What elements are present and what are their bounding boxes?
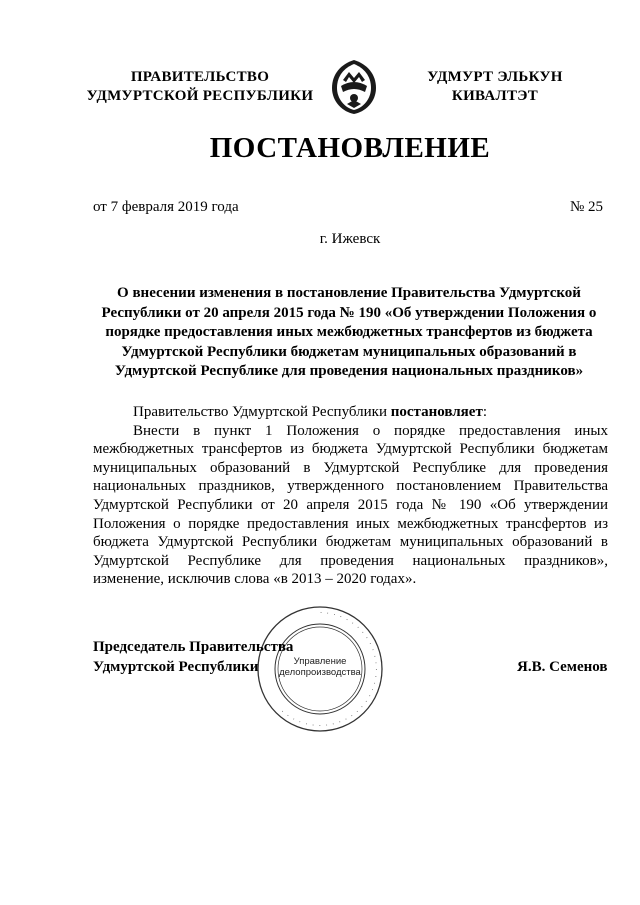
header-left bbox=[80, 68, 320, 106]
subject-line: Республики от 20 апреля 2015 года № 190 «Об утверждении Положения о bbox=[101, 304, 597, 321]
header-left-line2: УДМУРТСКОЙ РЕСПУБЛИКИ bbox=[86, 88, 314, 104]
subject-line: Удмуртской Республике для проведения национальных праздников» bbox=[114, 363, 584, 379]
city: г. Ижевск bbox=[319, 231, 381, 247]
udmurt-emblem-icon bbox=[329, 58, 379, 116]
document-date: от 7 февраля 2019 года bbox=[93, 199, 239, 215]
header-right-line2: КИВАЛТЭТ bbox=[451, 88, 539, 104]
subject-line: порядке предоставления иных межбюджетных трансфертов из бюджета bbox=[105, 324, 593, 340]
signatory-name: Я.В. Семенов bbox=[517, 659, 608, 675]
document-body bbox=[93, 403, 608, 589]
body-paragraph: Внести в пункт 1 Положения о порядке предоставления иных межбюджетных трансфертов из бюджета Удмуртской Республики бюджетам муниципальных образований в Удмуртской Республике для проведения национальных праздников, утвержденного постановлением Правительства Удмуртской Республики от 20 апреля 2015 года № 190 «Об утверждении Положения о порядке предоставления иных межбюджетных трансфертов из бюджета Удмуртской Республики бюджетам муниципальных образований в Удмуртской Республике для проведения национальных праздников», изменение, исключив слова «в 2013 – 2020 годах». bbox=[93, 422, 608, 588]
header-right bbox=[390, 68, 600, 106]
stamp-center-line2: делопроизводства bbox=[279, 667, 361, 678]
subject-line: О внесении изменения в постановление Правительства Удмуртской bbox=[117, 285, 581, 301]
signatory-position bbox=[93, 637, 293, 677]
subject-line: Удмуртской Республики бюджетам муниципальных образований в bbox=[121, 343, 577, 360]
signatory-position-line2: Удмуртской Республики bbox=[93, 659, 259, 675]
svg-text:· · · · · · · · · · · · · · ·: · · · · · · · · · · · · · · · · · · · · · · · · · · · · · · · · · bbox=[278, 608, 380, 730]
body-intro bbox=[93, 403, 608, 422]
header-right-line1: УДМУРТ ЭЛЬКУН bbox=[427, 69, 563, 85]
document-type-title: ПОСТАНОВЛЕНИЕ bbox=[209, 132, 491, 164]
document-subject bbox=[84, 284, 614, 382]
stamp-center-line1: Управление bbox=[293, 656, 347, 667]
signatory-position-line1: Председатель Правительства bbox=[93, 639, 294, 655]
body-intro-text: Правительство Удмуртской Республики bbox=[133, 404, 391, 420]
body-intro-decree: постановляет bbox=[390, 404, 483, 420]
body-intro-colon: : bbox=[482, 404, 487, 420]
header-left-line1: ПРАВИТЕЛЬСТВО bbox=[130, 69, 270, 85]
document-number: № 25 bbox=[570, 199, 604, 215]
